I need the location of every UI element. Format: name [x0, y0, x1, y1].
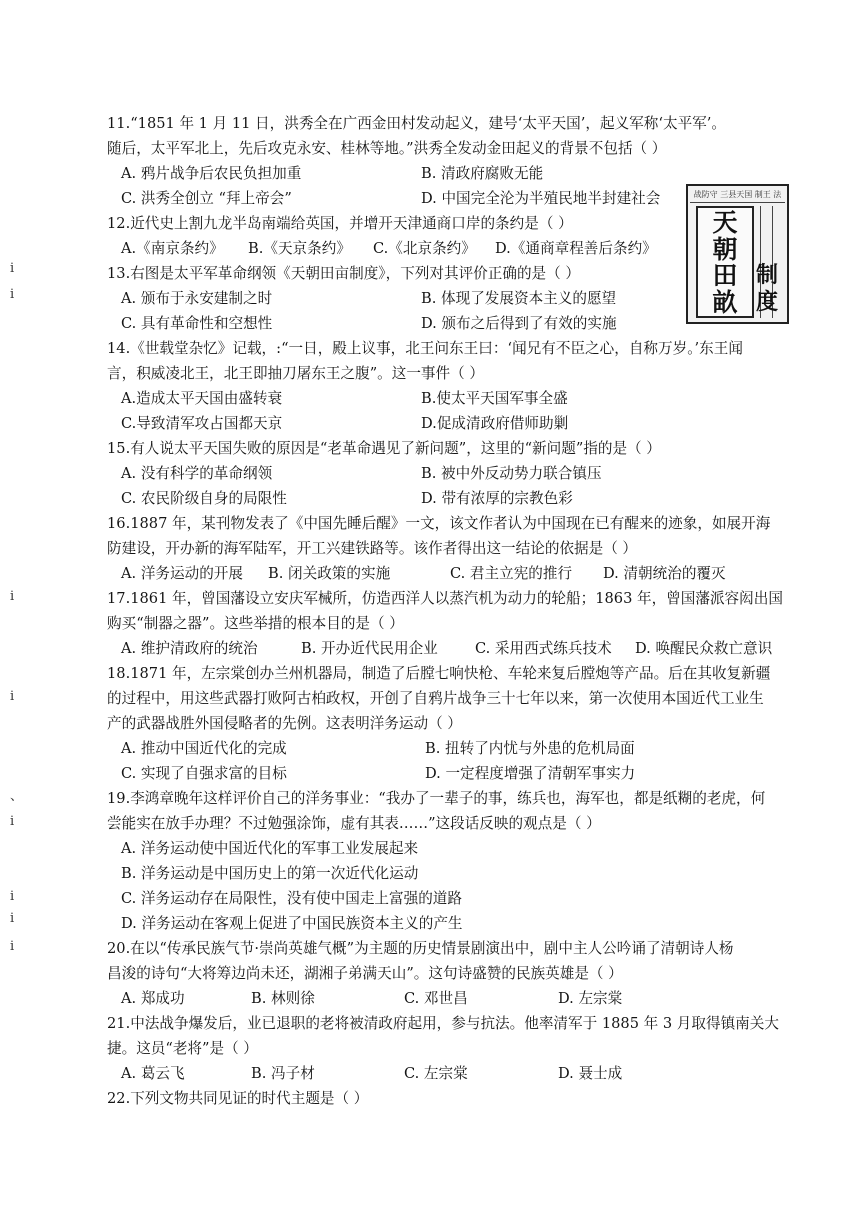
- q16-option-b[interactable]: B. 闭关政策的实施: [268, 565, 391, 582]
- image-title: [700, 210, 750, 316]
- q14-option-d[interactable]: D.促成清政府借师助剿: [421, 415, 569, 432]
- question-19-text: 19.李鸿章晚年这样评价自己的洋务事业：“我办了一辈子的事，练兵也，海军也，都是纸糊的老虎，何: [107, 790, 766, 807]
- q21-option-b[interactable]: B. 冯子材: [251, 1065, 315, 1082]
- question-17-text: 购买“制器之器”。这些举措的根本目的是（ ）: [107, 615, 404, 632]
- margin-mark: ⅰ: [10, 261, 15, 276]
- q21-option-a[interactable]: A. 葛云飞: [121, 1065, 185, 1082]
- question-19-text: 尝能实在放手办理？不过勉强涂饰，虚有其表……”这段话反映的观点是（ ）: [107, 815, 601, 832]
- image-title-continued: [752, 262, 782, 316]
- question-20-text: 昌浚的诗句“大将筹边尚未还，湖湘子弟满天山”。这句诗盛赞的民族英雄是（ ）: [107, 965, 623, 982]
- q15-option-c[interactable]: C. 农民阶级自身的局限性: [121, 490, 287, 507]
- question-18-text: 的过程中，用这些武器打败阿古柏政权，开创了自鸦片战争三十七年以来，第一次使用本国近代工业生: [107, 690, 764, 707]
- q13-option-b[interactable]: B. 体现了发展资本主义的愿望: [421, 290, 617, 307]
- q12-option-b[interactable]: B.《天京条约》: [248, 240, 351, 257]
- margin-mark: ⅰ: [10, 889, 15, 904]
- question-14-text: 言，积威凌北王，北王即抽刀屠东王之腹”。这一事件（ ）: [107, 365, 484, 382]
- q11-option-d[interactable]: D. 中国完全沦为半殖民地半封建社会: [421, 190, 661, 207]
- image-title-char: 田: [712, 261, 738, 290]
- image-title-char: 朝: [712, 234, 738, 264]
- q18-option-d[interactable]: D. 一定程度增强了清朝军事实力: [425, 765, 636, 782]
- question-11-text: 随后，太平军北上，先后攻克永安、桂林等地。”洪秀全发动金田起义的背景不包括（ ）: [107, 140, 667, 157]
- question-11-text: 11.“1851 年 1 月 11 日，洪秀全在广西金田村发动起义，建号‘太平天国’，起义军称‘太平军’。: [107, 115, 727, 132]
- q19-option-a[interactable]: A. 洋务运动使中国近代化的军事工业发展起来: [121, 840, 419, 857]
- q16-option-a[interactable]: A. 洋务运动的开展: [121, 565, 243, 582]
- q20-option-a[interactable]: A. 郑成功: [121, 990, 185, 1007]
- q13-option-c[interactable]: C. 具有革命性和空想性: [121, 315, 273, 332]
- question-22-text: 22.下列文物共同见证的时代主题是（ ）: [107, 1090, 369, 1107]
- question-21-text: 21.中法战争爆发后，业已退职的老将被清政府起用，参与抗法。他率清军于 1885 年 3 月取得镇南关大: [107, 1015, 779, 1032]
- image-title-frame: [696, 206, 754, 318]
- question-20-text: 20.在以“传承民族气节·崇尚英雄气概”为主题的历史情景剧演出中，剧中主人公吟诵了清朝诗人杨: [107, 940, 734, 957]
- question-13-text: 13.右图是太平军革命纲领《天朝田亩制度》，下列对其评价正确的是（ ）: [107, 265, 580, 282]
- q14-option-b[interactable]: B.使太平天国军事全盛: [421, 390, 568, 407]
- q18-option-b[interactable]: B. 扭转了内忧与外患的危机局面: [425, 740, 635, 757]
- question-21-text: 捷。这员“老将”是（ ）: [107, 1040, 258, 1057]
- margin-mark: ⅰ: [10, 814, 15, 829]
- question-17-text: 17.1861 年，曾国藩设立安庆军械所，仿造西洋人以蒸汽机为动力的轮船；1863 年，曾国藩派容闳出国: [107, 590, 783, 607]
- q17-option-a[interactable]: A. 维护清政府的统治: [121, 640, 258, 657]
- q15-option-a[interactable]: A. 没有科学的革命纲领: [121, 465, 273, 482]
- margin-mark: ⅰ: [10, 287, 15, 302]
- margin-mark: ⅰ: [10, 939, 15, 954]
- image-title-char: 畝: [712, 287, 738, 317]
- image-title-char: 度: [755, 289, 778, 315]
- margin-mark: ⅰ: [10, 689, 15, 704]
- q19-option-d[interactable]: D. 洋务运动在客观上促进了中国民族资本主义的产生: [121, 915, 463, 932]
- question-15-text: 15.有人说太平天国失败的原因是“老革命遇见了新问题”，这里的“新问题”指的是（ ）: [107, 440, 661, 457]
- question-16-text: 16.1887 年，某刊物发表了《中国先睡后醒》一文，该文作者认为中国现在已有醒来的迹象，如展开海: [107, 515, 771, 532]
- q21-option-d[interactable]: D. 聂士成: [558, 1065, 623, 1082]
- margin-mark: ⅰ: [10, 589, 15, 604]
- q11-option-c[interactable]: C. 洪秀全创立 “拜上帝会”: [121, 190, 292, 207]
- q15-option-b[interactable]: B. 被中外反动势力联合镇压: [421, 465, 602, 482]
- image-header: 战防守 三县天国 制王 法: [690, 188, 785, 203]
- q20-option-c[interactable]: C. 邓世昌: [404, 990, 468, 1007]
- q11-option-a[interactable]: A. 鸦片战争后农民负担加重: [121, 165, 302, 182]
- q13-option-d[interactable]: D. 颁布之后得到了有效的实施: [421, 315, 617, 332]
- q21-option-c[interactable]: C. 左宗棠: [404, 1065, 468, 1082]
- question-16-text: 防建设，开办新的海军陆军，开工兴建铁路等。该作者得出这一结论的依据是（ ）: [107, 540, 638, 557]
- q11-option-b[interactable]: B. 清政府腐败无能: [421, 165, 544, 182]
- q20-option-d[interactable]: D. 左宗棠: [558, 990, 623, 1007]
- q18-option-a[interactable]: A. 推动中国近代化的完成: [121, 740, 287, 757]
- question-14-text: 14.《世载堂杂忆》记载，:“一日，殿上议事，北王问东王曰：‘闻兄有不臣之心，自称万岁。’东王闻: [107, 340, 743, 357]
- q16-option-c[interactable]: C. 君主立宪的推行: [450, 565, 573, 582]
- q17-option-d[interactable]: D. 唤醒民众救亡意识: [635, 640, 773, 657]
- q12-option-a[interactable]: A.《南京条约》: [121, 240, 224, 257]
- q16-option-d[interactable]: D. 清朝统治的覆灭: [603, 565, 726, 582]
- margin-mark: ⅰ: [10, 911, 15, 926]
- q17-option-c[interactable]: C. 采用西式练兵技术: [475, 640, 612, 657]
- question-18-text: 产的武器战胜外国侵略者的先例。这表明洋务运动（ ）: [107, 715, 462, 732]
- q12-option-d[interactable]: D.《通商章程善后条约》: [495, 240, 657, 257]
- image-title-char: 制: [755, 262, 778, 288]
- question-12-text: 12.近代史上割九龙半岛南端给英国，并增开天津通商口岸的条约是（ ）: [107, 215, 573, 232]
- q20-option-b[interactable]: B. 林则徐: [251, 990, 315, 1007]
- image-title-char: 天: [712, 208, 738, 237]
- q14-option-a[interactable]: A.造成太平天国由盛转衰: [121, 390, 283, 407]
- q19-option-b[interactable]: B. 洋务运动是中国历史上的第一次近代化运动: [121, 865, 419, 882]
- q19-option-c[interactable]: C. 洋务运动存在局限性，没有使中国走上富强的道路: [121, 890, 462, 907]
- q13-option-a[interactable]: A. 颁布于永安建制之时: [121, 290, 273, 307]
- margin-mark: 、: [10, 789, 24, 804]
- question-18-text: 18.1871 年，左宗棠创办兰州机器局，制造了后膛七响快枪、车轮来复后膛炮等产品。后在其收复新疆: [107, 665, 771, 682]
- q12-option-c[interactable]: C.《北京条约》: [373, 240, 476, 257]
- q14-option-c[interactable]: C.导致清军攻占国都天京: [121, 415, 283, 432]
- q18-option-c[interactable]: C. 实现了自强求富的目标: [121, 765, 287, 782]
- q15-option-d[interactable]: D. 带有浓厚的宗教色彩: [421, 490, 573, 507]
- q17-option-b[interactable]: B. 开办近代民用企业: [301, 640, 438, 657]
